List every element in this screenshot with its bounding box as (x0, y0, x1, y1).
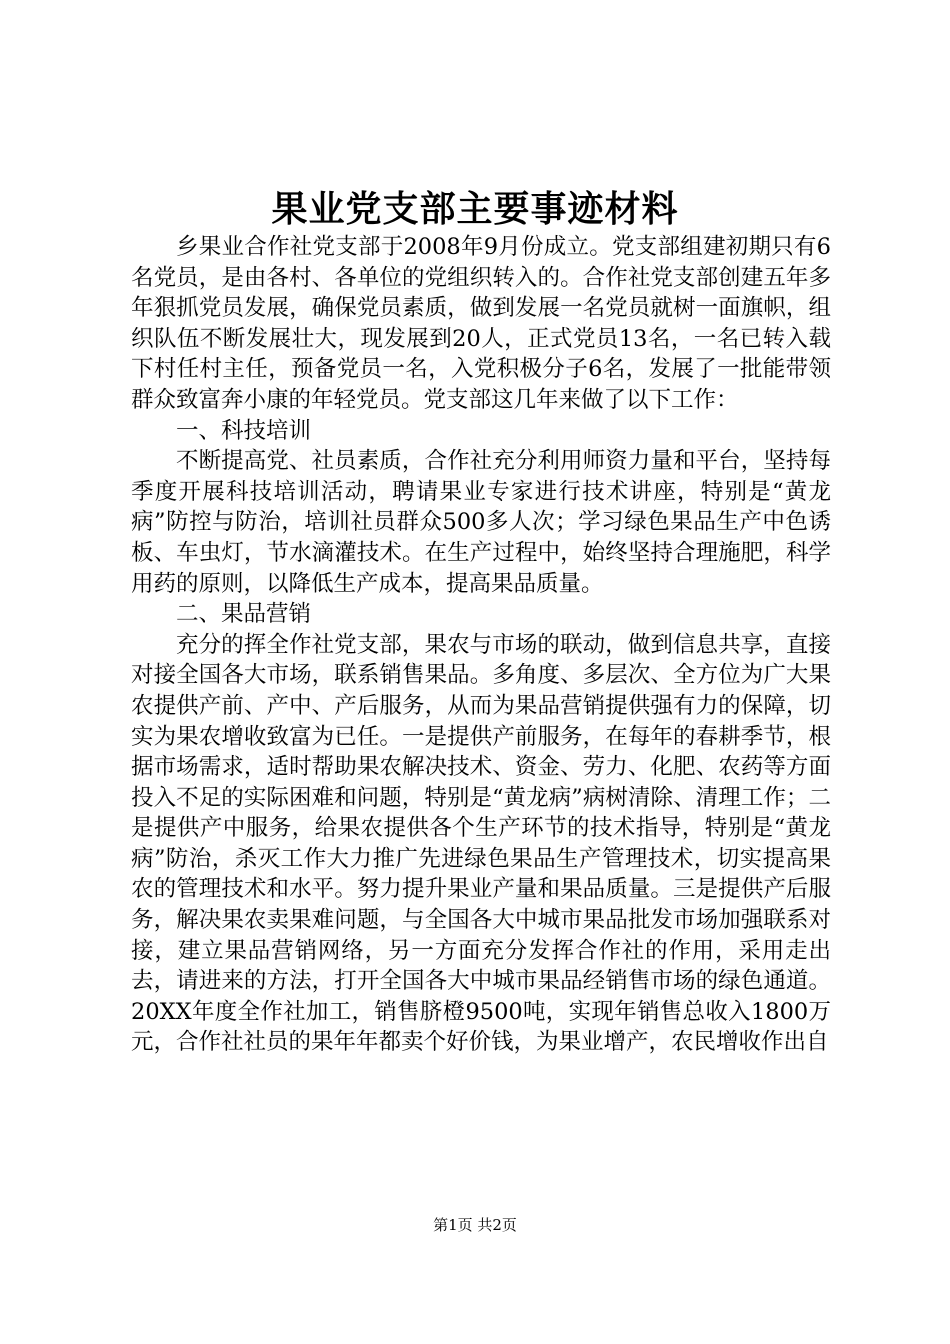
section-heading-marketing: 二、果品营销 (176, 601, 312, 628)
marketing-paragraph: 充分的挥全作社党支部，果农与市场的联动，做到信息共享，直接对接全国各大市场，联系销售果品。多角度、多层次、全方位为广大果农提供产前、产中、产后服务，从而为果品营销提供强有力的保障，切实为果农增收致富为已任。一是提供产前服务，在每年的春耕季节，根据市场需求，适时帮助果农解决技术、资金、劳力、化肥、农药等方面投入不足的实际困难和问题，特别是“黄龙病”病树清除、清理工作；二是提供产中服务，给果农提供各个生产环节的技术指导，特别是“黄龙病”防治，杀灭工作大力推广先进绿色果品生产管理技术，切实提高果农的管理技术和水平。努力提升果业产量和果品质量。三是提供产后服务，解决果农卖果难问题，与全国各大中城市果品批发市场加强联系对接，建立果品营销网络，另一方面充分发挥合作社的作用，采用走出去，请进来的方法，打开全国各大中城市果品经销售市场的绿色通道。20XX年度全作社加工，销售脐橙9500吨，实现年销售总收入1800万元，合作社社员的果年年都卖个好价钱，为果业增产，农民增收作出自 (131, 631, 831, 1056)
training-paragraph: 不断提高党、社员素质，合作社充分利用师资力量和平台，坚持每季度开展科技培训活动，聘请果业专家进行技术讲座，特别是“黄龙病”防控与防治，培训社员群众500多人次；学习绿色果品生产中色诱板、车虫灯，节水滴灌技术。在生产过程中，始终坚持合理施肥，科学用药的原则，以降低生产成本，提高果品质量。 (131, 448, 831, 597)
document-body (131, 232, 831, 1058)
section-heading-training: 一、科技培训 (176, 417, 312, 444)
intro-paragraph: 乡果业合作社党支部于2008年9月份成立。党支部组建初期只有6名党员，是由各村、各单位的党组织转入的。合作社党支部创建五年多年狠抓党员发展，确保党员素质，做到发展一名党员就树一面旗帜，组织队伍不断发展壮大，现发展到20人，正式党员13名，一名已转入载下村任村主任，预备党员一名，入党积极分子6名，发展了一批能带领群众致富奔小康的年轻党员。党支部这几年来做了以下工作： (131, 234, 831, 413)
document-title: 果业党支部主要事迹材料 (271, 188, 679, 230)
page-footer: 第1页 共2页 (433, 1216, 517, 1234)
